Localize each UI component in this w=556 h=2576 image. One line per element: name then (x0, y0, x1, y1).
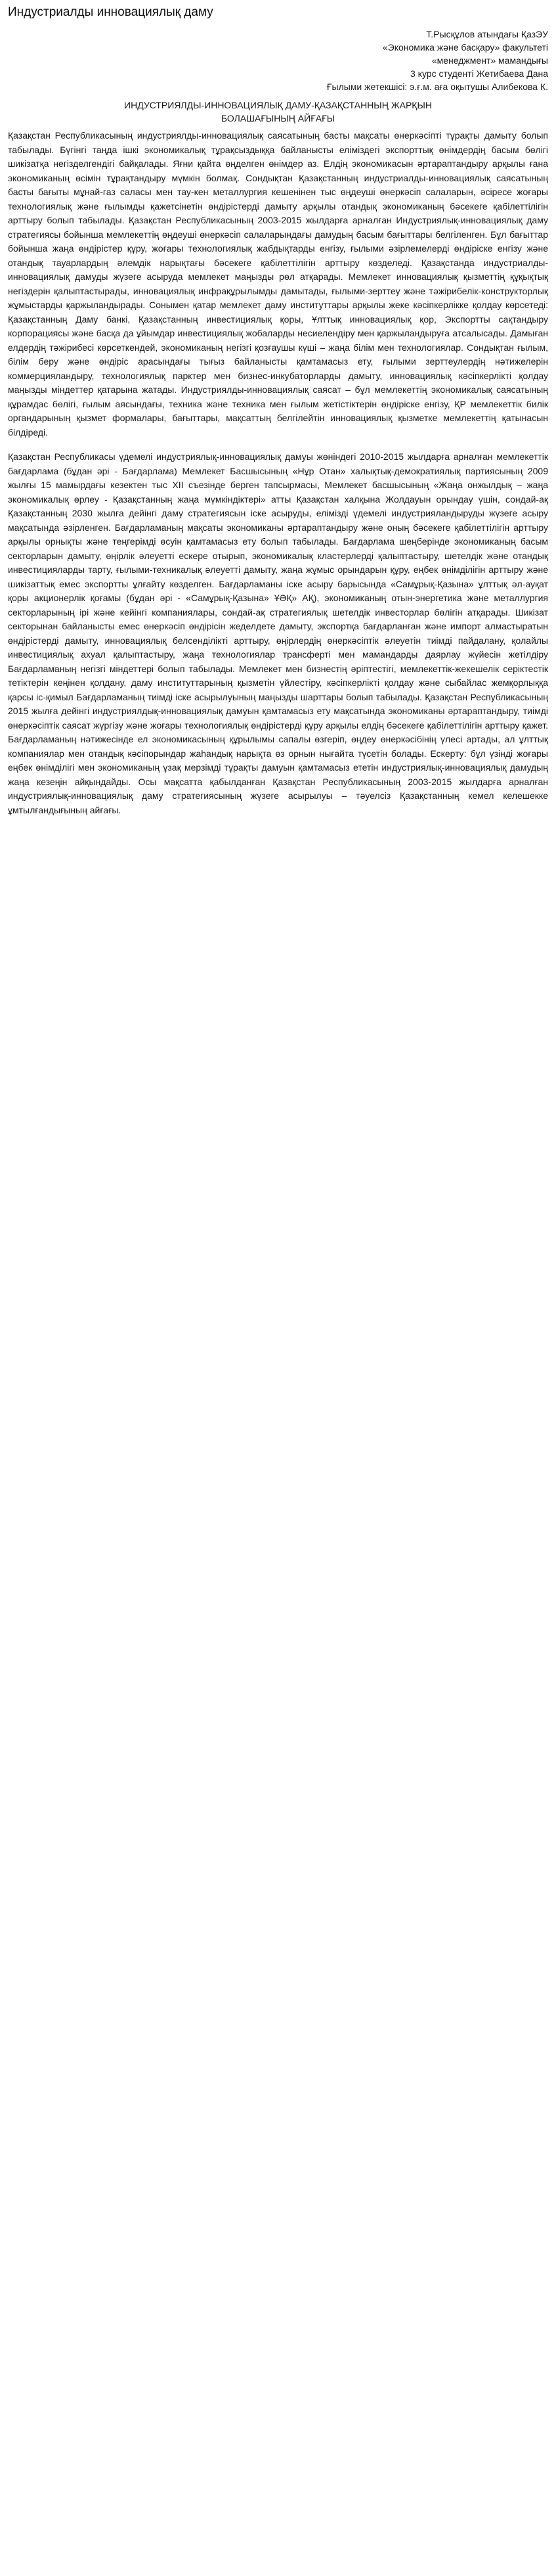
document-title: Индустриалды инновациялық даму (8, 5, 213, 19)
author-faculty: «Экономика және басқару» факультеті (382, 42, 548, 53)
author-student: 3 курс студенті Жетибаева Дана (410, 68, 548, 79)
body-paragraph-1: Қазақстан Республикасының индустриялды-инновациялық саясатының басты мақсаты өнеркәсіпті тұрақты дамыту болып табылады. Бүгінгі таңда ішкі экономикалық тұрақсыздыққа байланысты еліміздегі экспорттық өнімдердің басым бөлігі шикізатқа негізделгендігі байқалады. Яғни қайта өңделген өнімдер аз. Елдің экономикасын әртараптандыру арқылы ғана экономиканың өсімін тұрақтандыру мүмкін болмақ. Сондықтан Қазақстанның индустриалды-инновациялық саясатының басты бағыты мұнай-газ саласы мен тау-кен металлургия кешенінен тыс өңдеуші өнеркәсіп салаларын, әсіресе жоғары технологиялық және ғылымды қажетсінетін өндірістерді дамыту арқылы отандық экономиканың бәсекеге қабілеттілігін арттыру болып табылады. Қазақстан Республикасының 2003-2015 жылдарға арналған Индустриялық-инновациялық даму стратегиясы бойынша мемлекеттің өңдеуші өнеркәсіп салаларындағы дамудың басым бағыттары белгіленген. Бұл бағыттар бойынша жаңа өндірістер құру, жоғары технологиялық жабдықтарды енгізу, ғылыми әзірлемелерді өндіріске енгізу және отандық тауарлардың әлемдік нарықтағы бәсекеге қабілеттілігін арттыру көзделеді. Қазақстанда индустриалды-инновациялық дамуды жүзеге асыруда мемлекет маңызды рөл атқарады. Мемлекет инновациялық қызметтің құқықтық негіздерін қалыптастырады, инновациялық инфрақұрылымды дамытады, ғылыми-зерттеу және тәжірибелік-конструкторлық жұмыстарды қаржыландырады. Сонымен қатар мемлекет даму институттары арқылы жеке кәсіпкерлікке қолдау көрсетеді: Қазақстанның Даму банкі, Қазақстанның инвестициялық қоры, Ұлттық инновациялық қор, Экспортты сақтандыру корпорациясы және басқа да ұйымдар инвестициялық жобаларды несиелендіру мен қаржыландыруға атсалысады. Дамыған елдердің тәжірибесі көрсеткендей, экономиканың негізгі қозғаушы күші – жаңа білім мен технологиялар. Сондықтан ғылым, білім беру және өндіріс арасындағы тығыз байланысты қамтамасыз ету, ғылыми зерттеулердің нәтижелерін коммерцияландыру, технологиялық парктер мен бизнес-инкубаторларды дамыту, инновациялық кәсіпкерлікті қолдау маңызды міндеттер қатарына жатады. Индустриялды-инновациялық саясат – бұл мемлекеттің экономикалық саясатының құрамдас бөлігі, ғылым аясындағы, техника және техника мен ғылым жетістіктерін өндіріске енгізу, ҚР мемлекеттік билік органдарының қызмет формалары, бағыттары, мақсаттың белгілейтін инновациялық қызметке мемлекеттің қатынасын білдіреді. (8, 130, 548, 438)
document-page (0, 0, 556, 840)
section-heading-line-1: ИНДУСТРИЯЛДЫ-ИННОВАЦИЯЛЫҚ ДАМУ-ҚАЗАҚСТАННЫҢ ЖАРҚЫН (124, 100, 432, 110)
author-supervisor: Ғылыми жетекшісі: э.ғ.м. аға оқытушы Алибекова К. (326, 81, 548, 92)
section-heading-line-2: БОЛАШАҒЫНЫҢ АЙҒАҒЫ (221, 113, 335, 124)
body-paragraph-2: Қазақстан Республикасы үдемелі индустриялық-инновациялық дамуы жөніндегі 2010-2015 жылдарға арналған мемлекеттік бағдарлама (бұдан әрі - Бағдарлама) Мемлекет Басшысының «Нұр Отан» халықтық-демократиялық партиясының 2009 жылғы 15 мамырдағы кезектен тыс XII съезінде берген тапсырмасы, Мемлекет басшысының «Жаңа онжылдық – жаңа экономикалық өрлеу - Қазақстанның жаңа мүмкіндіктері» атты Қазақстан халқына Жолдауын орындау үшін, сондай-ақ Қазақстанның 2030 жылға дейінгі даму стратегиясын іске асыруды, елімізді үдемелі индустрияландыруды жүзеге асыру мақсатында әзірленген. Бағдарламаның мақсаты экономиканы әртараптандыру және оның бәсекеге қабілеттілігін арттыру арқылы орнықты және теңгерімді өсуін қамтамасыз ету болып табылады. Бағдарлама шеңберінде экономиканың басым секторларын дамыту, өңірлік әлеуетті ескере отырып, экономикалық кластерлерді қалыптастыру, шетелдік және отандық инвестицияларды тарту, ғылыми-техникалық әлеуетті дамыту, жаңа жұмыс орындарын құру, еңбек өнімділігін арттыру және шикізаттық емес экспортты ұлғайту көзделген. Бағдарламаны іске асыру барысында «Самұрық-Қазына» ұлттық әл-ауқат қоры акционерлік қоғамы (бұдан әрі - «Самұрық-Қазына» ҰӘҚ» АҚ), экономиканың отын-энергетика және металлургия секторларының ірі және кейінгі компаниялары, сондай-ақ стратегиялық шетелдік инвесторлар бөлігін атқарады. Шикізат секторынан байланысты емес өнеркәсіп өндірісін жеделдете дамыту, экспортқа бағдарланған және импорт алмастыратын өндірістерді дамыту, инновациялық белсенділікті арттыру, өңірлердің өнеркәсіптік әлеуетін тиімді пайдалану, қолайлы инвестициялық ахуал қалыптастыру, жаңа технологиялар трансферті мен мамандарды даярлау жүйесін жетілдіру Бағдарламаның негізгі міндеттері болып табылады. Мемлекет мен бизнестің әріптестігі, мемлекеттік-жекешелік серіктестік тетіктерін кеңінен қолдану, даму институттарының қызметін үйлестіру, кәсіпкерлікті қолдау және сыбайлас жемқорлыққа қарсы іс-қимыл Бағдарламаның тиімді іске асырылуының маңызды шарттары болып табылады. Қазақстан Республикасының 2015 жылға дейінгі индустриялдық-инновациялық дамуын қамтамасыз ету мақсатында экономиканы әртараптандыру, тиімді өнеркәсіптік саясат жүргізу және жоғары технологиялық өндірістерді құру арқылы елдің бәсекеге қабілеттілігін арттыру қажет. Бағдарламаның нәтижесінде ел экономикасының құрылымы сапалы өзгеріп, өңдеу өнеркәсібінің үлесі артады, ал ұлттық компаниялар мен отандық кәсіпорындар жаһандық нарықта өз орнын нығайта түсетін болады. Ескерту: бұл үзінді жоғары еңбек өнімділігі мен экономиканың ұзақ мерзімді тұрақты дамуын қамтамасыз ететін индустриялық-инновациялық дамудың жаңа кезеңін айқындайды. Осы мақсатта қабылданған Қазақстан Республикасының 2003-2015 жылдарға арналған индустриялық-инновациялық даму стратегиясының жүзеге асырылуы – тәуелсіз Қазақстанның кемел келешекке ұмтылғандығының айғағы. (8, 451, 548, 815)
section-heading (8, 99, 548, 125)
author-block (8, 28, 548, 93)
author-university: Т.Рысқұлов атындағы ҚазЭУ (426, 29, 548, 39)
author-specialty: «менеджмент» мамандығы (431, 55, 548, 66)
